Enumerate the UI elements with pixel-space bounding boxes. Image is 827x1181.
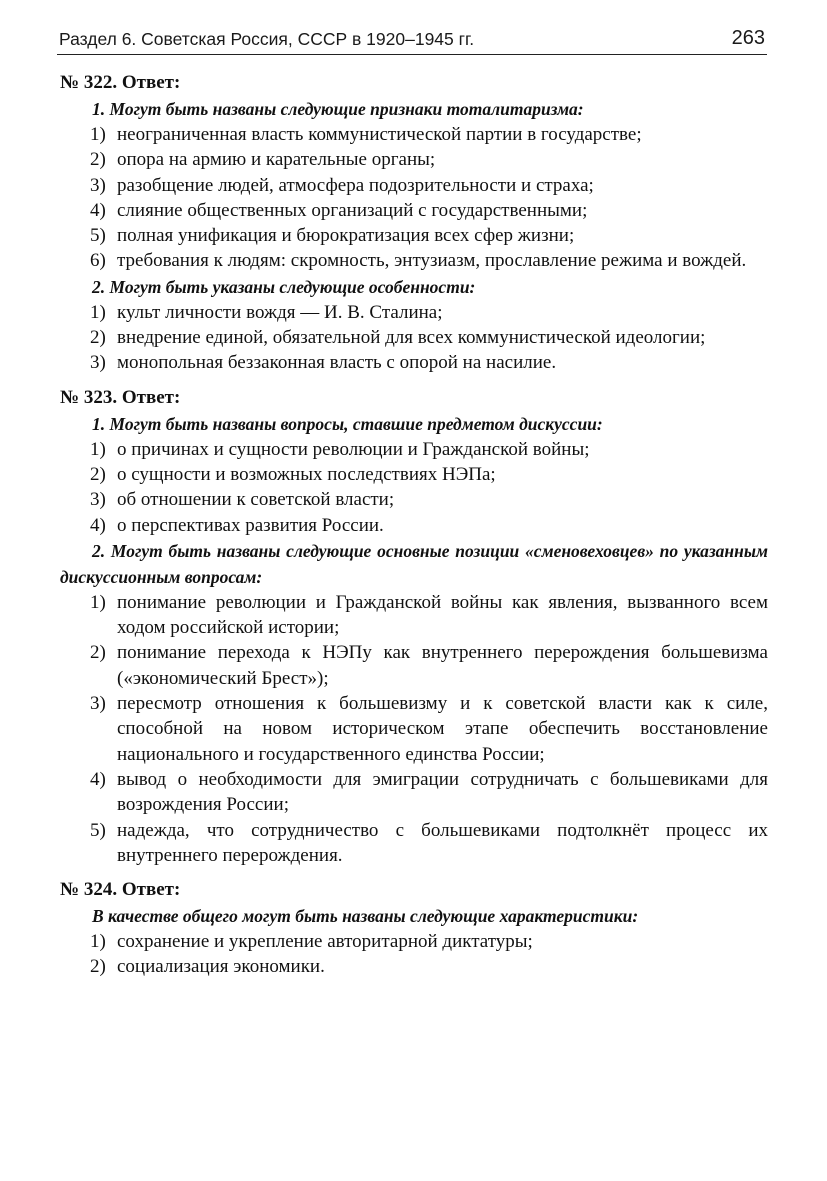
list-item — [60, 767, 768, 818]
item-number: 3) — [90, 489, 106, 511]
page-content — [60, 70, 768, 980]
running-header — [57, 26, 767, 55]
list-item — [60, 818, 768, 869]
q323-part2-list — [60, 590, 768, 868]
list-item — [60, 248, 768, 273]
item-number: 4) — [90, 768, 106, 790]
list-item — [60, 437, 768, 462]
list-item — [60, 122, 768, 147]
q322-part2-title: 2. Могут быть указаны следующие особенности: — [92, 276, 476, 297]
item-text: социализация экономики. — [117, 956, 325, 978]
item-text: слияние общественных организаций с государственными; — [117, 199, 588, 221]
item-number: 2) — [90, 463, 106, 485]
item-number: 1) — [90, 438, 106, 460]
q322-part1-title: 1. Могут быть названы следующие признаки тоталитаризма: — [92, 99, 584, 119]
q324-heading: № 324. Ответ: — [60, 879, 181, 901]
item-number: 1) — [90, 931, 106, 953]
item-text: понимание перехода к НЭПу как внутреннего перерождения большевизма («экономический Брест»); — [117, 642, 768, 689]
item-text: вывод о необходимости для эмиграции сотрудничать с большевиками для возрождения России; — [117, 768, 768, 816]
q322-part2-list — [60, 300, 768, 376]
item-number: 2) — [90, 149, 106, 171]
q323-part1-title: 1. Могут быть названы вопросы, ставшие предметом дискуссии: — [92, 413, 603, 434]
item-number: 2) — [90, 327, 106, 349]
item-text: требования к людям: скромность, энтузиазм, прославление режима и вождей. — [117, 250, 747, 272]
item-text: неограниченная власть коммунистической партии в государстве; — [117, 124, 642, 145]
item-number: 3) — [90, 174, 106, 196]
item-text: о перспективах развития России. — [117, 514, 384, 536]
item-text: разобщение людей, атмосфера подозрительности и страха; — [117, 174, 594, 196]
item-number: 3) — [90, 693, 106, 715]
item-number: 1) — [90, 124, 106, 145]
item-text: опора на армию и карательные органы; — [117, 149, 436, 171]
item-number: 2) — [90, 956, 106, 978]
page-number: 263 — [731, 27, 765, 49]
item-number: 2) — [90, 642, 106, 664]
q324-part1-list — [60, 929, 768, 980]
list-item — [60, 147, 768, 172]
q324-part1-title: В качестве общего могут быть названы следующие характеристики: — [92, 906, 639, 927]
list-item — [60, 462, 768, 487]
item-text: культ личности вождя — И. В. Сталина; — [117, 301, 443, 323]
item-text: об отношении к советской власти; — [117, 489, 395, 511]
item-text: полная унификация и бюрократизация всех сфер жизни; — [117, 225, 575, 247]
item-number: 5) — [90, 225, 106, 247]
item-number: 4) — [90, 514, 106, 536]
item-number: 4) — [90, 199, 106, 221]
q322-part1-list — [60, 122, 768, 274]
list-item — [60, 350, 768, 375]
q323-part1-list — [60, 437, 768, 538]
list-item — [60, 590, 768, 641]
list-item — [60, 300, 768, 325]
item-number: 1) — [90, 301, 106, 323]
list-item — [60, 929, 768, 954]
item-text: о причинах и сущности революции и Гражданской войны; — [117, 438, 590, 460]
list-item — [60, 173, 768, 198]
item-number: 1) — [90, 591, 106, 613]
item-number: 5) — [90, 819, 106, 841]
list-item — [60, 513, 768, 538]
list-item — [60, 640, 768, 691]
item-text: пересмотр отношения к большевизму и к советской власти как к силе, способной на новом историческом этапе обеспечить восстановление национального и государственного единства России; — [117, 693, 768, 765]
q322-heading: № 322. Ответ: — [60, 72, 181, 93]
list-item — [60, 325, 768, 350]
item-text: надежда, что сотрудничество с большевиками подтолкнёт процесс их внутреннего перерождения. — [117, 819, 768, 866]
list-item — [60, 487, 768, 512]
item-text: сохранение и укрепление авторитарной диктатуры; — [117, 931, 533, 953]
item-text: о сущности и возможных последствиях НЭПа; — [117, 463, 496, 485]
item-text: понимание революции и Гражданской войны как явления, вызванного всем ходом российской истории; — [117, 591, 768, 639]
q323-heading: № 323. Ответ: — [60, 386, 181, 408]
item-number: 3) — [90, 352, 106, 374]
item-number: 6) — [90, 250, 106, 272]
list-item — [60, 954, 768, 979]
item-text: внедрение единой, обязательной для всех коммунистической идеологии; — [117, 327, 706, 349]
list-item — [60, 691, 768, 767]
item-text: монопольная беззаконная власть с опорой на насилие. — [117, 352, 557, 374]
q323-part2-title: 2. Могут быть названы следующие основные позиции «сменовеховцев» по указанным дискуссионным вопросам: — [60, 540, 768, 587]
list-item — [60, 223, 768, 248]
list-item — [60, 198, 768, 223]
section-title: Раздел 6. Советская Россия, СССР в 1920–1945 гг. — [59, 29, 475, 49]
